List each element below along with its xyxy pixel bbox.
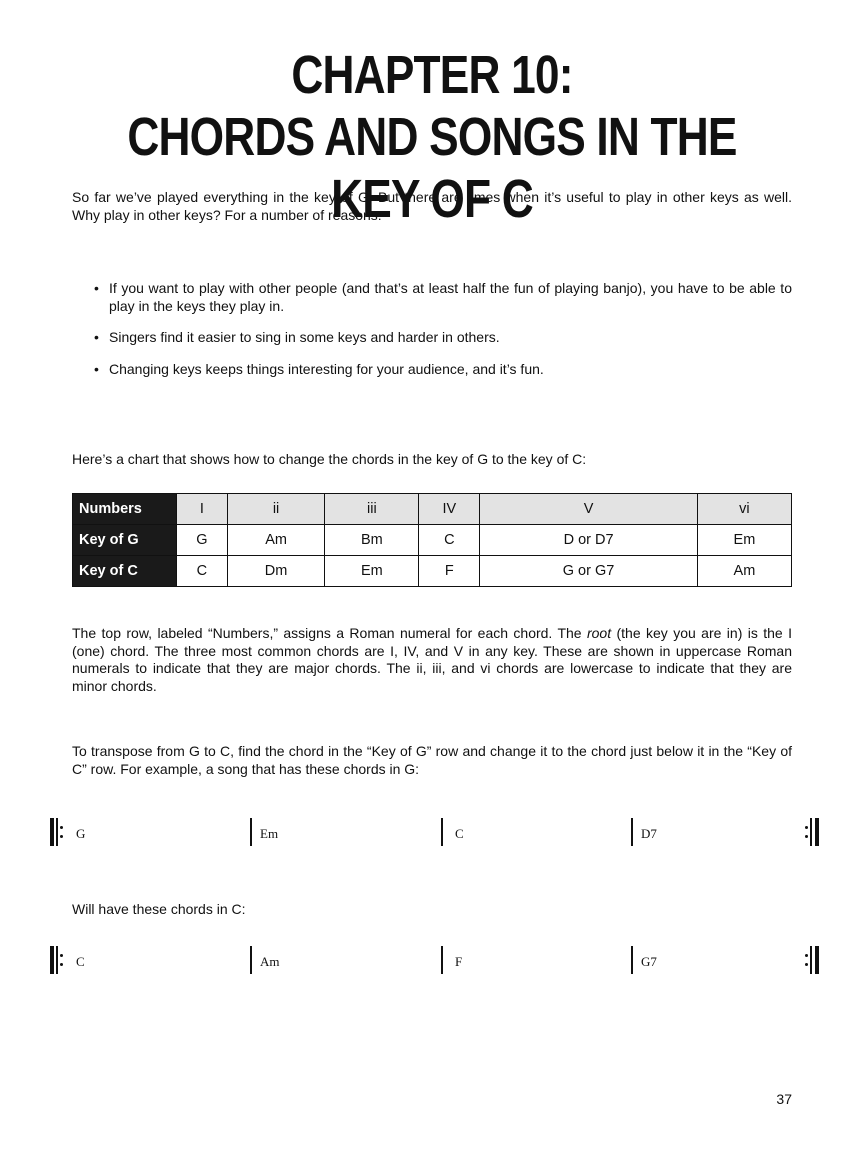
table-cell: vi xyxy=(697,494,791,525)
table-cell: Bm xyxy=(325,525,419,556)
chord-label: D7 xyxy=(641,826,657,841)
list-item: • Changing keys keeps things interesting for your audience, and it’s fun. xyxy=(94,360,544,377)
chord-progression-c xyxy=(48,946,820,976)
root-emphasis: root xyxy=(586,625,612,641)
bullet-icon: • xyxy=(94,329,99,345)
bar-line xyxy=(631,946,633,974)
intro-paragraph: So far we’ve played everything in the key of G. But there are times when it’s useful to play in other keys as well. Why play in other keys? For a number of reasons: xyxy=(72,189,792,223)
table-cell: G or G7 xyxy=(480,556,698,587)
bar-line xyxy=(441,818,443,846)
list-item: • If you want to play with other people (and that’s at least half the fun of playing banjo), you have to be able to play in the keys they play in. xyxy=(94,280,792,314)
table-cell: ii xyxy=(227,494,325,525)
chord-label: Em xyxy=(260,826,279,841)
chord-chart-table xyxy=(72,493,792,587)
reasons-list xyxy=(72,280,792,392)
table-cell: D or D7 xyxy=(480,525,698,556)
bullet-icon: • xyxy=(94,360,99,377)
table-cell: F xyxy=(419,556,480,587)
chord-progression-g xyxy=(48,818,820,848)
repeat-end-icon xyxy=(804,818,820,846)
repeat-start-icon xyxy=(48,818,64,846)
chart-intro-paragraph: Here’s a chart that shows how to change the chords in the key of G to the key of C: xyxy=(72,451,587,467)
chord-label: G7 xyxy=(641,954,657,969)
chapter-title-line1: CHAPTER 10: xyxy=(291,45,573,105)
table-cell: Em xyxy=(697,525,791,556)
table-row xyxy=(73,494,792,525)
chord-label: C xyxy=(455,826,464,841)
table-row xyxy=(73,525,792,556)
list-item: • Singers find it easier to sing in some keys and harder in others. xyxy=(94,329,500,345)
table-cell: C xyxy=(419,525,480,556)
bar-line xyxy=(441,946,443,974)
chapter-title-line2: CHORDS AND SONGS IN THE KEY OF C xyxy=(127,107,737,229)
explanation-paragraph: The top row, labeled “Numbers,” assigns a Roman numeral for each chord. The root (the key you are in) is the I (one) chord. The three most common chords are I, IV, and V in any key. These are shown in uppercase Roman numerals to indicate that they are major chords. The ii, iii, and vi chords are lowercase to indicate that they are minor chords. xyxy=(72,625,792,694)
table-cell: Em xyxy=(325,556,419,587)
table-cell: Am xyxy=(697,556,791,587)
table-cell: V xyxy=(480,494,698,525)
table-cell: IV xyxy=(419,494,480,525)
row-header: Numbers xyxy=(73,494,177,525)
repeat-start-icon xyxy=(48,946,64,974)
chord-label: G xyxy=(76,826,86,841)
table-row xyxy=(73,556,792,587)
row-header: Key of C xyxy=(73,556,177,587)
table-cell: C xyxy=(177,556,228,587)
bar-line xyxy=(250,818,252,846)
table-cell: I xyxy=(177,494,228,525)
table-cell: iii xyxy=(325,494,419,525)
repeat-end-icon xyxy=(804,946,820,974)
bullet-icon: • xyxy=(94,280,99,296)
table-cell: Dm xyxy=(227,556,325,587)
table-cell: Am xyxy=(227,525,325,556)
will-have-paragraph: Will have these chords in C: xyxy=(72,901,246,917)
transpose-paragraph: To transpose from G to C, find the chord in the “Key of G” row and change it to the chord just below it in the “Key of C” row. For example, a song that has these chords in G: xyxy=(72,743,792,777)
page-number: 37 xyxy=(776,1091,792,1107)
row-header: Key of G xyxy=(73,525,177,556)
chord-label: Am xyxy=(260,954,280,969)
chord-label: F xyxy=(455,954,463,969)
table-cell: G xyxy=(177,525,228,556)
bar-line xyxy=(631,818,633,846)
chord-label: C xyxy=(76,954,85,969)
bar-line xyxy=(250,946,252,974)
